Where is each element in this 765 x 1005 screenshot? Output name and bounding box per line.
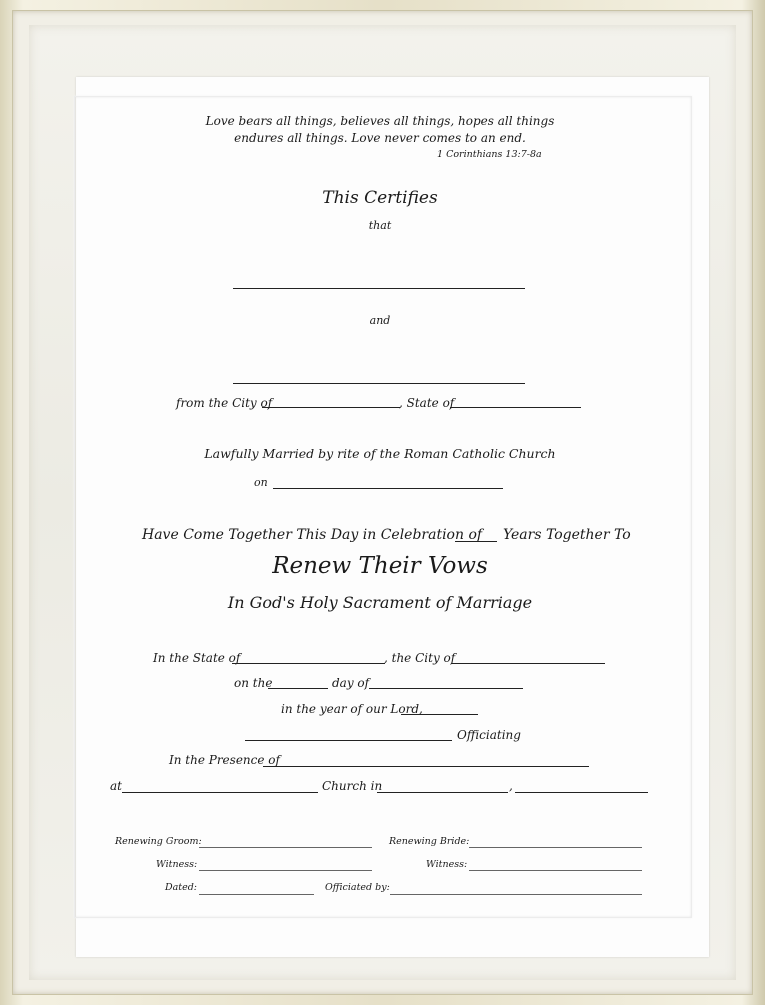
church-comma: , bbox=[509, 779, 513, 793]
on-label: on bbox=[254, 476, 268, 489]
presence-line[interactable] bbox=[263, 766, 589, 767]
state-of-label: , State of bbox=[399, 396, 455, 410]
witness-1-line[interactable] bbox=[199, 870, 372, 871]
year-label: in the year of our Lord, bbox=[281, 702, 423, 716]
groom-signature-line[interactable] bbox=[199, 847, 372, 848]
sacrament-subtitle: In God's Holy Sacrament of Marriage bbox=[227, 593, 533, 612]
officiating-label: Officiating bbox=[457, 728, 521, 742]
from-state-line[interactable] bbox=[450, 407, 581, 408]
witness-1-label: Witness: bbox=[156, 859, 198, 870]
day-of-label: day of bbox=[332, 676, 370, 690]
renewal-city-line[interactable] bbox=[451, 663, 605, 664]
groom-label: Renewing Groom: bbox=[115, 836, 202, 847]
verse-line-2: endures all things. Love never comes to an end. bbox=[234, 131, 526, 145]
verse-line-1: Love bears all things, believes all things, hopes all things bbox=[205, 114, 555, 128]
officiated-by-label: Officiated by: bbox=[325, 882, 390, 893]
that-label: that bbox=[368, 219, 392, 232]
certifies-title: This Certifies bbox=[322, 188, 438, 208]
celebration-text-before: Have Come Together This Day in Celebration of bbox=[142, 527, 483, 543]
spouse-2-name-line[interactable] bbox=[233, 383, 525, 384]
celebration-text-after: Years Together To bbox=[503, 527, 631, 543]
renewal-state-label: In the State of bbox=[153, 651, 241, 665]
dated-label: Dated: bbox=[165, 882, 198, 893]
day-line[interactable] bbox=[268, 688, 328, 689]
married-date-line[interactable] bbox=[273, 488, 503, 489]
witness-2-label: Witness: bbox=[426, 859, 468, 870]
at-label: at bbox=[110, 779, 122, 793]
presence-label: In the Presence of bbox=[169, 753, 280, 767]
church-city-line[interactable] bbox=[377, 792, 508, 793]
church-name-line[interactable] bbox=[122, 792, 318, 793]
on-the-label: on the bbox=[234, 676, 273, 690]
renew-vows-title: Renew Their Vows bbox=[272, 553, 488, 579]
years-line[interactable] bbox=[455, 541, 497, 542]
from-city-label: from the City of bbox=[176, 396, 273, 410]
officiated-by-line[interactable] bbox=[390, 894, 642, 895]
witness-2-line[interactable] bbox=[469, 870, 642, 871]
verse-citation: 1 Corinthians 13:7-8a bbox=[437, 149, 542, 160]
church-in-label: Church in bbox=[322, 779, 383, 793]
renewal-city-label: , the City of bbox=[384, 651, 456, 665]
renewal-state-line[interactable] bbox=[232, 663, 385, 664]
bride-signature-line[interactable] bbox=[469, 847, 642, 848]
month-line[interactable] bbox=[369, 688, 523, 689]
from-city-line[interactable] bbox=[262, 407, 400, 408]
year-line[interactable] bbox=[401, 714, 478, 715]
church-state-line[interactable] bbox=[515, 792, 648, 793]
dated-line[interactable] bbox=[199, 894, 314, 895]
bride-label: Renewing Bride: bbox=[389, 836, 470, 847]
married-text: Lawfully Married by rite of the Roman Catholic Church bbox=[204, 446, 556, 461]
and-label: and bbox=[369, 314, 391, 327]
spouse-1-name-line[interactable] bbox=[233, 288, 525, 289]
officiant-line[interactable] bbox=[245, 740, 452, 741]
